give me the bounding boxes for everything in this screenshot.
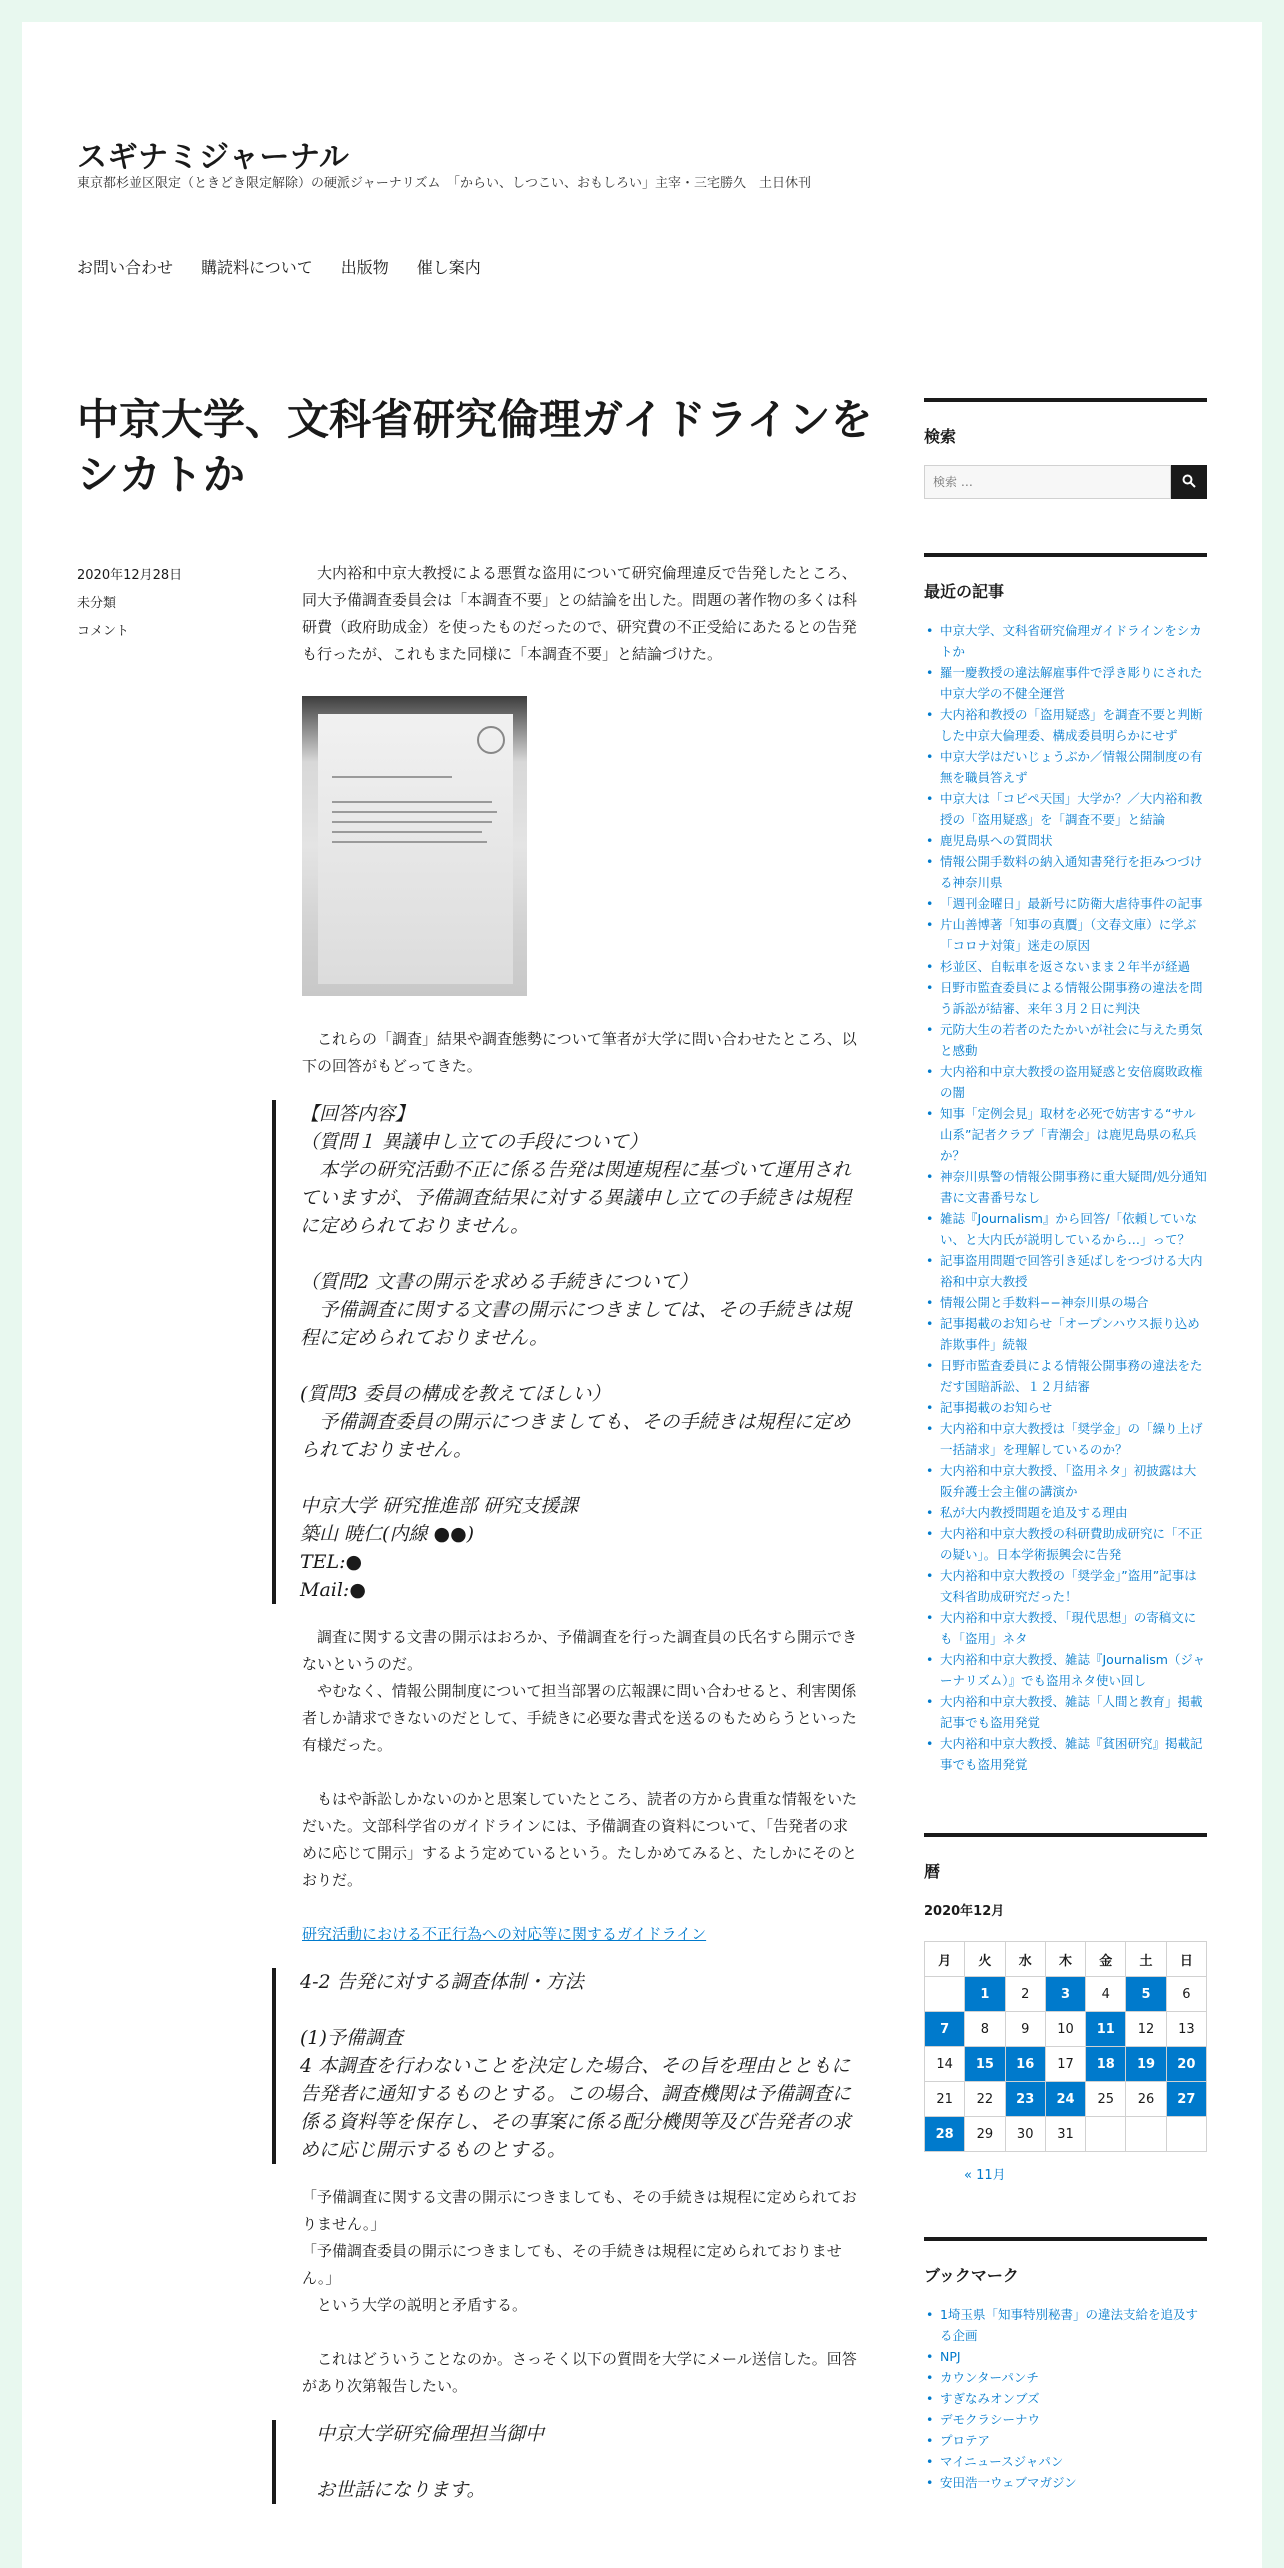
calendar-day[interactable]: 24 <box>1045 2082 1085 2117</box>
recent-post-link[interactable]: 大内裕和中京大教授、「盗用ネタ」初披露は大阪弁護士会主催の講演か <box>940 1463 1197 1499</box>
calendar-caption: 2020年12月 <box>924 1904 1005 1919</box>
list-item <box>924 620 1207 662</box>
list-item <box>924 1523 1207 1565</box>
quote-line: (1)予備調査 <box>300 2027 403 2049</box>
quote-line: (質問3 委員の構成を教えてほしい） <box>300 1383 611 1405</box>
guideline-link[interactable]: 研究活動における不正行為への対応等に関するガイドライン <box>302 1925 707 1943</box>
recent-post-link[interactable]: 日野市監査委員による情報公開事務の違法を問う訴訟が結審、来年３月２日に判決 <box>940 980 1203 1016</box>
widget-title: 最近の記事 <box>924 582 1005 601</box>
recent-post-link[interactable]: 元防大生の若者のたたかいが社会に与えた勇気と感動 <box>940 1022 1203 1058</box>
list-item <box>924 2430 1207 2451</box>
list-item <box>924 2451 1207 2472</box>
site-title[interactable]: スギナミジャーナル <box>77 140 350 175</box>
bookmark-link[interactable]: カウンターパンチ <box>940 2370 1039 2385</box>
paragraph: これらの「調査」結果や調査態勢について筆者が大学に問い合わせたところ、以下の回答がもどってきた。 <box>302 1030 857 1075</box>
quote-line: 本学の研究活動不正に係る告発は関連規程に基づいて運用されていますが、予備調査結果に対する異議申し立ての手続きは規程に定められておりません。 <box>300 1159 852 1237</box>
calendar-day: 12 <box>1126 2012 1166 2047</box>
recent-post-link[interactable]: 日野市監査委員による情報公開事務の違法をただす国賠訴訟、１２月結審 <box>940 1358 1203 1394</box>
calendar-day[interactable]: 11 <box>1086 2012 1126 2047</box>
calendar-day[interactable]: 15 <box>965 2047 1005 2082</box>
list-item <box>924 704 1207 746</box>
guideline-quote <box>272 1968 862 2164</box>
calendar-day: 25 <box>1086 2082 1126 2117</box>
calendar-day: 22 <box>965 2082 1005 2117</box>
bookmarks-list <box>924 2304 1207 2493</box>
bookmark-link[interactable]: 1埼玉県「知事特別秘書」の違法支給を追及する企画 <box>940 2307 1198 2343</box>
calendar-day: 14 <box>925 2047 965 2082</box>
list-item <box>924 1607 1207 1649</box>
quote-line: （質問１ 異議申し立ての手段について） <box>300 1131 648 1153</box>
list-item <box>924 1733 1207 1775</box>
search-form <box>924 465 1207 499</box>
recent-post-link[interactable]: 知事「定例会見」取材を必死で妨害する“サル山系”記者クラブ「青潮会」は鹿児島県の私兵か？ <box>940 1106 1197 1163</box>
post-body <box>302 560 862 2524</box>
recent-post-link[interactable]: 神奈川県警の情報公開事務に重大疑問/処分通知書に文書番号なし <box>940 1169 1207 1205</box>
paragraph: もはや訴訟しかないのかと思案していたところ、読者の方から貴重な情報をいただいた。文部科学省のガイドラインには、予備調査の資料について、「告発者の求めに応じて開示」するよう定めているという。たしかめてみると、たしかにそのとおりだ。 <box>302 1790 858 1889</box>
list-item <box>924 956 1207 977</box>
recent-posts-list <box>924 620 1207 1775</box>
calendar-day: 31 <box>1045 2117 1085 2152</box>
photo-sheet <box>318 714 513 984</box>
nav-events[interactable]: 催し案内 <box>416 258 481 277</box>
recent-post-link[interactable]: 片山善博著「知事の真贋」（文春文庫）に学ぶ「コロナ対策」迷走の原因 <box>940 917 1197 953</box>
list-item <box>924 746 1207 788</box>
list-item <box>924 1355 1207 1397</box>
photo-text-line <box>332 831 482 833</box>
list-item <box>924 2472 1207 2493</box>
calendar-day[interactable]: 20 <box>1166 2047 1206 2082</box>
recent-post-link[interactable]: 「週刊金曜日」最新号に防衛大虐待事件の記事 <box>940 896 1203 911</box>
post-meta <box>77 562 257 646</box>
recent-post-link[interactable]: 中京大学、文科省研究倫理ガイドラインをシカトか <box>940 623 1202 659</box>
calendar-empty-cell <box>925 1977 965 2012</box>
calendar-days <box>925 1977 1207 2152</box>
calendar-day: 9 <box>1005 2012 1045 2047</box>
calendar-weekdays <box>925 1942 1207 1977</box>
calendar-empty-cell <box>1166 2117 1206 2152</box>
post-category[interactable]: 未分類 <box>77 596 117 611</box>
list-item <box>924 1103 1207 1166</box>
calendar-day: 17 <box>1045 2047 1085 2082</box>
quote-line: （質問2 文書の開示を求める手続きについて） <box>300 1271 698 1293</box>
photo-text-line <box>332 811 497 813</box>
quote-line: 中京大学 研究推進部 研究支援課 <box>300 1495 579 1517</box>
quote-line: 中京大学研究倫理担当御中 <box>316 2423 545 2445</box>
list-item <box>924 788 1207 830</box>
list-item <box>924 1418 1207 1460</box>
main-navigation <box>77 255 481 278</box>
search-input[interactable] <box>924 465 1171 499</box>
nav-subscription[interactable]: 購読料について <box>201 258 313 277</box>
search-icon <box>1182 474 1196 488</box>
quote-line: 【回答内容】 <box>300 1103 415 1125</box>
list-item <box>924 893 1207 914</box>
paragraph: 「予備調査に関する文書の開示につきましても、その手続きは規程に定められておりません。」 <box>302 2188 857 2233</box>
post-title: 中京大学、文科省研究倫理ガイドラインをシカトか <box>77 395 873 500</box>
calendar-day: 29 <box>965 2117 1005 2152</box>
recent-post-link[interactable]: 記事掲載のお知らせ <box>940 1400 1053 1415</box>
recent-posts-widget <box>924 553 1207 1775</box>
recent-post-link[interactable]: 中京大は「コピペ天国」大学か？／大内裕和教授の「盗用疑惑」を「調査不要」と結論 <box>940 791 1203 827</box>
nav-contact[interactable]: お問い合わせ <box>77 258 174 277</box>
paragraph: という大学の説明と矛盾する。 <box>302 2296 528 2314</box>
paragraph: 大内裕和中京大教授による悪質な盗用について研究倫理違反で告発したところ、同大予備調査委員会は「本調査不要」との結論を出した。問題の著作物の多くは科研費（政府助成金）を使ったものだったので、研究費の不正受給にあたるとの告発も行ったが、これもまた同様に「本調査不要」と結論づけた。 <box>302 564 858 663</box>
list-item <box>924 830 1207 851</box>
list-item <box>924 1691 1207 1733</box>
calendar-day: 30 <box>1005 2117 1045 2152</box>
email-quote <box>272 2420 862 2504</box>
recent-post-link[interactable]: 杉並区、自転車を返さないまま２年半が経過 <box>940 959 1191 974</box>
calendar-day[interactable]: 16 <box>1005 2047 1045 2082</box>
recent-post-link[interactable]: 大内裕和中京大教授、「現代思想」の寄稿文にも「盗用」ネタ <box>940 1610 1197 1646</box>
calendar-prev-month[interactable]: « 11月 <box>964 2168 1006 2183</box>
list-item <box>924 1250 1207 1292</box>
recent-post-link[interactable]: 中京大学はだいじょうぶか／情報公開制度の有無を職員答えず <box>940 749 1203 785</box>
calendar-weekday: 月 <box>925 1942 965 1977</box>
main-content <box>77 392 887 2501</box>
list-item <box>924 1292 1207 1313</box>
bookmarks-widget <box>924 2237 1207 2493</box>
calendar-day: 4 <box>1086 1977 1126 2012</box>
calendar-day: 26 <box>1126 2082 1166 2117</box>
widget-title: 暦 <box>924 1862 941 1881</box>
calendar-widget <box>924 1833 1207 2183</box>
quote-line: お世話になります。 <box>316 2479 486 2501</box>
bookmark-link[interactable]: デモクラシーナウ <box>940 2412 1041 2427</box>
page <box>22 22 1262 2568</box>
calendar-weekday: 金 <box>1086 1942 1126 1977</box>
calendar-weekday: 水 <box>1005 1942 1045 1977</box>
calendar-day: 10 <box>1045 2012 1085 2047</box>
quote-line: 予備調査委員の開示につきましても、その手続きは規程に定められておりません。 <box>300 1411 851 1461</box>
list-item <box>924 1460 1207 1502</box>
photo-text-line <box>332 841 487 843</box>
calendar-day[interactable]: 7 <box>925 2012 965 2047</box>
list-item <box>924 1565 1207 1607</box>
calendar-day[interactable]: 27 <box>1166 2082 1206 2117</box>
university-reply-quote <box>272 1100 862 1604</box>
recent-post-link[interactable]: 雑誌『Journalism』から回答/「依頼していない、と大内氏が説明しているから…」って？ <box>940 1211 1198 1247</box>
bookmark-link[interactable]: 安田浩一ウェブマガジン <box>940 2475 1077 2490</box>
calendar-weekday: 火 <box>965 1942 1005 1977</box>
calendar-day: 21 <box>925 2082 965 2117</box>
list-item <box>924 1208 1207 1250</box>
list-item <box>924 1166 1207 1208</box>
calendar-day[interactable]: 23 <box>1005 2082 1045 2117</box>
site-description: 東京都杉並区限定（ときどき限定解除）の硬派ジャーナリズム 「からい、しつこい、おもしろい」主宰・三宅勝久 土日休刊 <box>77 176 811 191</box>
calendar-day[interactable]: 1 <box>965 1977 1005 2012</box>
photo-text-line <box>332 801 492 803</box>
list-item <box>924 1397 1207 1418</box>
calendar-weekday: 木 <box>1045 1942 1085 1977</box>
recent-post-link[interactable]: 情報公開手数料の納入通知書発行を拒みつづける神奈川県 <box>940 854 1203 890</box>
paragraph: これはどういうことなのか。さっそく以下の質問を大学にメール送信した。回答があり次第報告したい。 <box>302 2350 857 2395</box>
list-item <box>924 1313 1207 1355</box>
quote-line: Mail:● <box>300 1579 366 1601</box>
calendar-weekday: 日 <box>1166 1942 1206 1977</box>
search-widget <box>924 398 1207 499</box>
calendar-weekday: 土 <box>1126 1942 1166 1977</box>
calendar-day: 13 <box>1166 2012 1206 2047</box>
list-item <box>924 2388 1207 2409</box>
recent-post-link[interactable]: 羅一慶教授の違法解雇事件で浮き彫りにされた中京大学の不健全運営 <box>940 665 1203 701</box>
photo-text-line <box>332 776 452 778</box>
calendar-day: 8 <box>965 2012 1005 2047</box>
bookmark-link[interactable]: NPJ <box>940 2349 961 2364</box>
calendar-table <box>924 1941 1207 2152</box>
widget-title: ブックマーク <box>924 2266 1019 2285</box>
list-item <box>924 977 1207 1019</box>
bookmark-link[interactable]: すぎなみオンブズ <box>940 2391 1040 2406</box>
calendar-day: 2 <box>1005 1977 1045 2012</box>
paragraph: やむなく、情報公開制度について担当部署の広報課に問い合わせると、利害関係者しか請求できないのだとして、手続きに必要な書式を送るのもためらうといった有様だった。 <box>302 1682 857 1754</box>
calendar-day[interactable]: 5 <box>1126 1977 1166 2012</box>
photo-text-line <box>332 821 492 823</box>
quote-line: 築山 暁仁(内線 ●●) <box>300 1523 475 1545</box>
recent-post-link[interactable]: 大内裕和中京大教授の盗用疑惑と安倍腐敗政権の闇 <box>940 1064 1203 1100</box>
calendar-day[interactable]: 18 <box>1086 2047 1126 2082</box>
list-item <box>924 1061 1207 1103</box>
calendar-empty-cell <box>1126 2117 1166 2152</box>
recent-post-link[interactable]: 記事掲載のお知らせ「オープンハウス振り込め詐欺事件」続報 <box>940 1316 1200 1352</box>
recent-post-link[interactable]: 大内裕和中京大教授、雑誌「人間と教育」掲載記事でも盗用発覚 <box>940 1694 1203 1730</box>
recent-post-link[interactable]: 鹿児島県への質問状 <box>940 833 1053 848</box>
recent-post-link[interactable]: 大内裕和中京大教授、雑誌『貧困研究』掲載記事でも盗用発覚 <box>940 1736 1203 1772</box>
list-item <box>924 851 1207 893</box>
paragraph: 「予備調査委員の開示につきましても、その手続きは規程に定められておりません。」 <box>302 2242 842 2287</box>
calendar-day[interactable]: 3 <box>1045 1977 1085 2012</box>
list-item <box>924 2346 1207 2367</box>
list-item <box>924 1502 1207 1523</box>
recent-post-link[interactable]: 記事盗用問題で回答引き延ばしをつづける大内裕和中京大教授 <box>940 1253 1203 1289</box>
recent-post-link[interactable]: 大内裕和中京大教授は「奨学金」の「繰り上げ一括請求」を理解しているのか？ <box>940 1421 1203 1457</box>
paragraph: 調査に関する文書の開示はおろか、予備調査を行った調査員の氏名すら開示できないというのだ。 <box>302 1628 858 1673</box>
recent-post-link[interactable]: 大内裕和教授の「盗用疑惑」を調査不要と判断した中京大倫理委、構成委員明らかにせず <box>940 707 1203 743</box>
post-date[interactable]: 2020年12月28日 <box>77 568 183 583</box>
bookmark-link[interactable]: プロテア <box>940 2433 991 2448</box>
sidebar <box>924 398 1207 2493</box>
calendar-day[interactable]: 19 <box>1126 2047 1166 2082</box>
list-item <box>924 2409 1207 2430</box>
list-item <box>924 2367 1207 2388</box>
list-item <box>924 1649 1207 1691</box>
list-item <box>924 2304 1207 2346</box>
quote-line: 予備調査に関する文書の開示につきましては、その手続きは規程に定められておりません。 <box>300 1299 851 1349</box>
document-photo[interactable] <box>302 696 527 996</box>
widget-title: 検索 <box>924 427 957 446</box>
recent-post-link[interactable]: 大内裕和中京大教授の科研費助成研究に「不正の疑い」。日本学術振興会に告発 <box>940 1526 1203 1562</box>
recent-post-link[interactable]: 情報公開と手数料−−神奈川県の場合 <box>940 1295 1149 1310</box>
calendar-day: 6 <box>1166 1977 1206 2012</box>
calendar-day[interactable]: 28 <box>925 2117 965 2152</box>
list-item <box>924 914 1207 956</box>
stamp-mark <box>477 726 505 754</box>
quote-line: 4 本調査を行わないことを決定した場合、その旨を理由とともに告発者に通知するものとする。この場合、調査機関は予備調査に係る資料等を保存し、その事案に係る配分機関等及び告発者の求めに応じ開示するものとする。 <box>300 2055 852 2161</box>
list-item <box>924 1019 1207 1061</box>
recent-post-link[interactable]: 私が大内教授問題を追及する理由 <box>940 1505 1128 1520</box>
recent-post-link[interactable]: 大内裕和中京大教授、雑誌『Journalism（ジャーナリズム）』でも盗用ネタ使い回し <box>940 1652 1206 1688</box>
quote-line: TEL:● <box>300 1551 363 1573</box>
post-comment-link[interactable]: コメント <box>77 624 130 639</box>
list-item <box>924 662 1207 704</box>
nav-publications[interactable]: 出版物 <box>340 258 389 277</box>
quote-line: 4-2 告発に対する調査体制・方法 <box>300 1971 584 1993</box>
recent-post-link[interactable]: 大内裕和中京大教授の「奨学金」”盗用”記事は文科省助成研究だった！ <box>940 1568 1197 1604</box>
search-button[interactable] <box>1171 465 1207 499</box>
bookmark-link[interactable]: マイニュースジャパン <box>940 2454 1064 2469</box>
calendar-empty-cell <box>1086 2117 1126 2152</box>
